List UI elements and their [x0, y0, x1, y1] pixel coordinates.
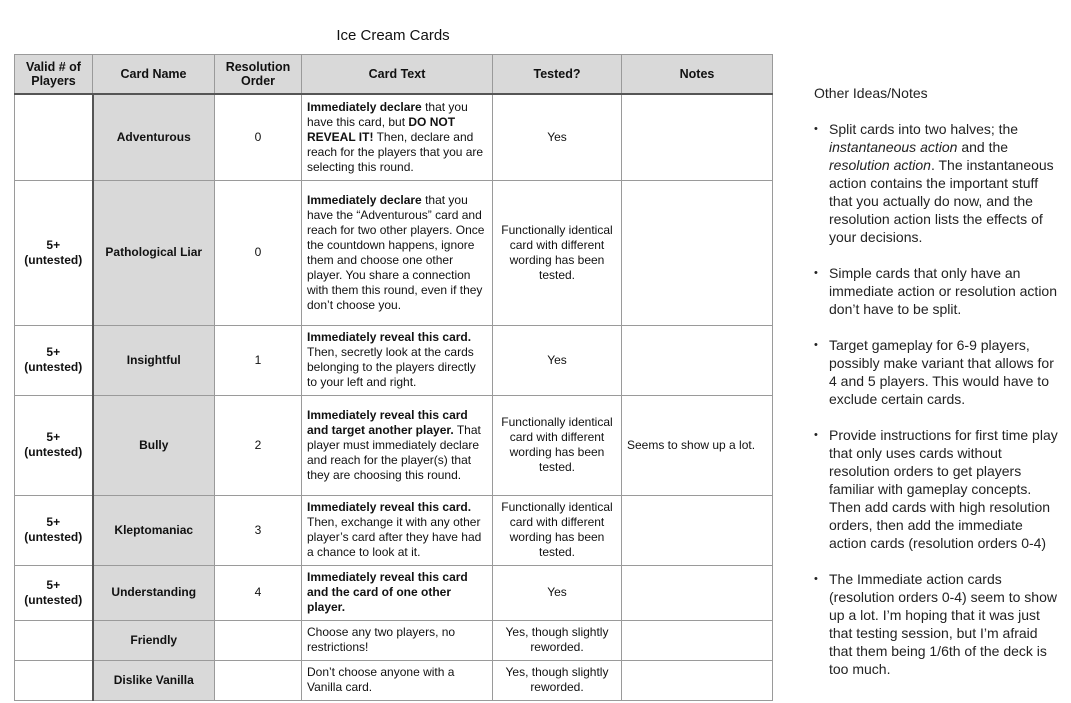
- card-name-cell: Kleptomaniac: [93, 495, 215, 565]
- header-valid-players: Valid # of Players: [15, 55, 93, 95]
- header-notes: Notes: [622, 55, 773, 95]
- card-text-run: DO NOT REVEAL IT!: [307, 114, 456, 144]
- table-row: [15, 565, 773, 620]
- card-name-cell: Dislike Vanilla: [93, 660, 215, 700]
- idea-text-run: resolution action: [829, 157, 931, 173]
- card-name-cell: Pathological Liar: [93, 180, 215, 325]
- notes-cell: [622, 325, 773, 395]
- card-text-run: Then, secretly look at the cards belonging to the players directly to your left and right.: [307, 345, 476, 389]
- idea-item: [814, 426, 1059, 552]
- valid-players-cell: 5+ (untested): [15, 395, 93, 495]
- valid-players-cell: 5+ (untested): [15, 180, 93, 325]
- idea-text-run: . The instantaneous action contains the important stuff that you actually do now, and the resolution action lists the effects of your decisions.: [829, 157, 1054, 245]
- idea-text-run: The Immediate action cards (resolution orders 0-4) seem to show up a lot. I’m hoping that it was just that testing session, but I’m afraid that them being 1/6th of the deck is too much.: [829, 571, 1057, 677]
- card-text-cell: [302, 565, 493, 620]
- card-name-cell: Bully: [93, 395, 215, 495]
- card-text-cell: [302, 94, 493, 180]
- idea-text-run: Provide instructions for first time play that only uses cards without resolution orders to get players familiar with gameplay concepts. Then add cards with high resolution orders, then add the immediate action cards (resolution orders 0-4): [829, 427, 1058, 551]
- valid-players-cell: [15, 620, 93, 660]
- card-text-run: Immediately declare: [307, 192, 422, 207]
- tested-cell: Functionally identical card with different wording has been tested.: [493, 495, 622, 565]
- card-text-cell: [302, 395, 493, 495]
- card-text-run: Then, declare and reach for the players that you are selecting this round.: [307, 129, 484, 174]
- card-text-run: Immediately reveal this card and the card of one other player.: [307, 570, 468, 614]
- valid-players-cell: [15, 660, 93, 700]
- card-text-run: Immediately reveal this card.: [307, 500, 472, 514]
- bullet-icon: •: [814, 339, 818, 351]
- tested-cell: Yes, though slightly reworded.: [493, 620, 622, 660]
- card-text-run: Immediately declare: [307, 99, 422, 114]
- resolution-order-cell: [215, 620, 302, 660]
- card-text-cell: [302, 180, 493, 325]
- idea-text-run: instantaneous action: [829, 139, 958, 155]
- card-text-cell: [302, 620, 493, 660]
- card-text-run: Immediately reveal this card.: [307, 330, 472, 344]
- card-text-run: that you have the “Adventurous” card and reach for two other players. Once the countdown happens, ignore them and choose one other player. You share a connection with them this round, even if they don’t choose you.: [307, 192, 485, 312]
- header-tested: Tested?: [493, 55, 622, 95]
- card-name-cell: Understanding: [93, 565, 215, 620]
- valid-players-cell: 5+ (untested): [15, 325, 93, 395]
- resolution-order-cell: 0: [215, 180, 302, 325]
- ideas-list: [814, 120, 1059, 678]
- table-row: [15, 180, 773, 325]
- resolution-order-cell: 0: [215, 94, 302, 180]
- tested-cell: Yes: [493, 94, 622, 180]
- notes-cell: [622, 495, 773, 565]
- header-card-name: Card Name: [93, 55, 215, 95]
- card-name-cell: Insightful: [93, 325, 215, 395]
- valid-players-cell: [15, 94, 93, 180]
- notes-cell: [622, 565, 773, 620]
- card-text-cell: [302, 660, 493, 700]
- card-text-run: Don’t choose anyone with a Vanilla card.: [307, 665, 455, 694]
- card-text-run: That player must immediately declare and reach for the player(s) that they are choosing this round.: [307, 422, 481, 482]
- table-row: [15, 94, 773, 180]
- resolution-order-cell: 4: [215, 565, 302, 620]
- resolution-order-cell: [215, 660, 302, 700]
- card-text-run: Immediately reveal this card and target another player.: [307, 407, 468, 437]
- notes-cell: Seems to show up a lot.: [622, 395, 773, 495]
- notes-cell: [622, 660, 773, 700]
- card-text-run: that you have this card, but: [307, 99, 468, 129]
- cards-table: [14, 54, 773, 701]
- other-ideas-heading: Other Ideas/Notes: [814, 85, 928, 101]
- header-resolution-order: Resolution Order: [215, 55, 302, 95]
- idea-text-run: Split cards into two halves; the: [829, 121, 1019, 137]
- notes-cell: [622, 94, 773, 180]
- resolution-order-cell: 1: [215, 325, 302, 395]
- bullet-icon: •: [814, 429, 818, 441]
- idea-item: [814, 570, 1059, 678]
- card-text-run: Choose any two players, no restrictions!: [307, 625, 456, 654]
- idea-item: [814, 336, 1059, 408]
- bullet-icon: •: [814, 267, 818, 279]
- table-row: [15, 660, 773, 700]
- tested-cell: Functionally identical card with different wording has been tested.: [493, 180, 622, 325]
- table-row: [15, 395, 773, 495]
- notes-cell: [622, 620, 773, 660]
- card-text-cell: [302, 495, 493, 565]
- resolution-order-cell: 2: [215, 395, 302, 495]
- table-header-row: [15, 55, 773, 95]
- document-title: Ice Cream Cards: [336, 27, 450, 44]
- card-text-cell: [302, 325, 493, 395]
- other-ideas-panel: [814, 84, 1059, 696]
- bullet-icon: •: [814, 123, 818, 135]
- bullet-icon: •: [814, 573, 818, 585]
- card-name-cell: Friendly: [93, 620, 215, 660]
- card-text-run: Then, exchange it with any other player’s card after they have had a chance to look at it.: [307, 515, 482, 559]
- tested-cell: Yes: [493, 565, 622, 620]
- header-card-text: Card Text: [302, 55, 493, 95]
- idea-item: [814, 120, 1059, 246]
- table-row: [15, 620, 773, 660]
- idea-text-run: Simple cards that only have an immediate action or resolution action don’t have to be split.: [829, 265, 1058, 317]
- resolution-order-cell: 3: [215, 495, 302, 565]
- tested-cell: Functionally identical card with different wording has been tested.: [493, 395, 622, 495]
- valid-players-cell: 5+ (untested): [15, 495, 93, 565]
- table-row: [15, 325, 773, 395]
- valid-players-cell: 5+ (untested): [15, 565, 93, 620]
- tested-cell: Yes: [493, 325, 622, 395]
- table-row: [15, 495, 773, 565]
- table-body: [15, 94, 773, 700]
- idea-item: [814, 264, 1059, 318]
- tested-cell: Yes, though slightly reworded.: [493, 660, 622, 700]
- idea-text-run: and the: [957, 139, 1009, 155]
- notes-cell: [622, 180, 773, 325]
- card-name-cell: Adventurous: [93, 94, 215, 180]
- idea-text-run: Target gameplay for 6-9 players, possibly make variant that allows for 4 and 5 players. This would have to exclude certain cards.: [829, 337, 1054, 407]
